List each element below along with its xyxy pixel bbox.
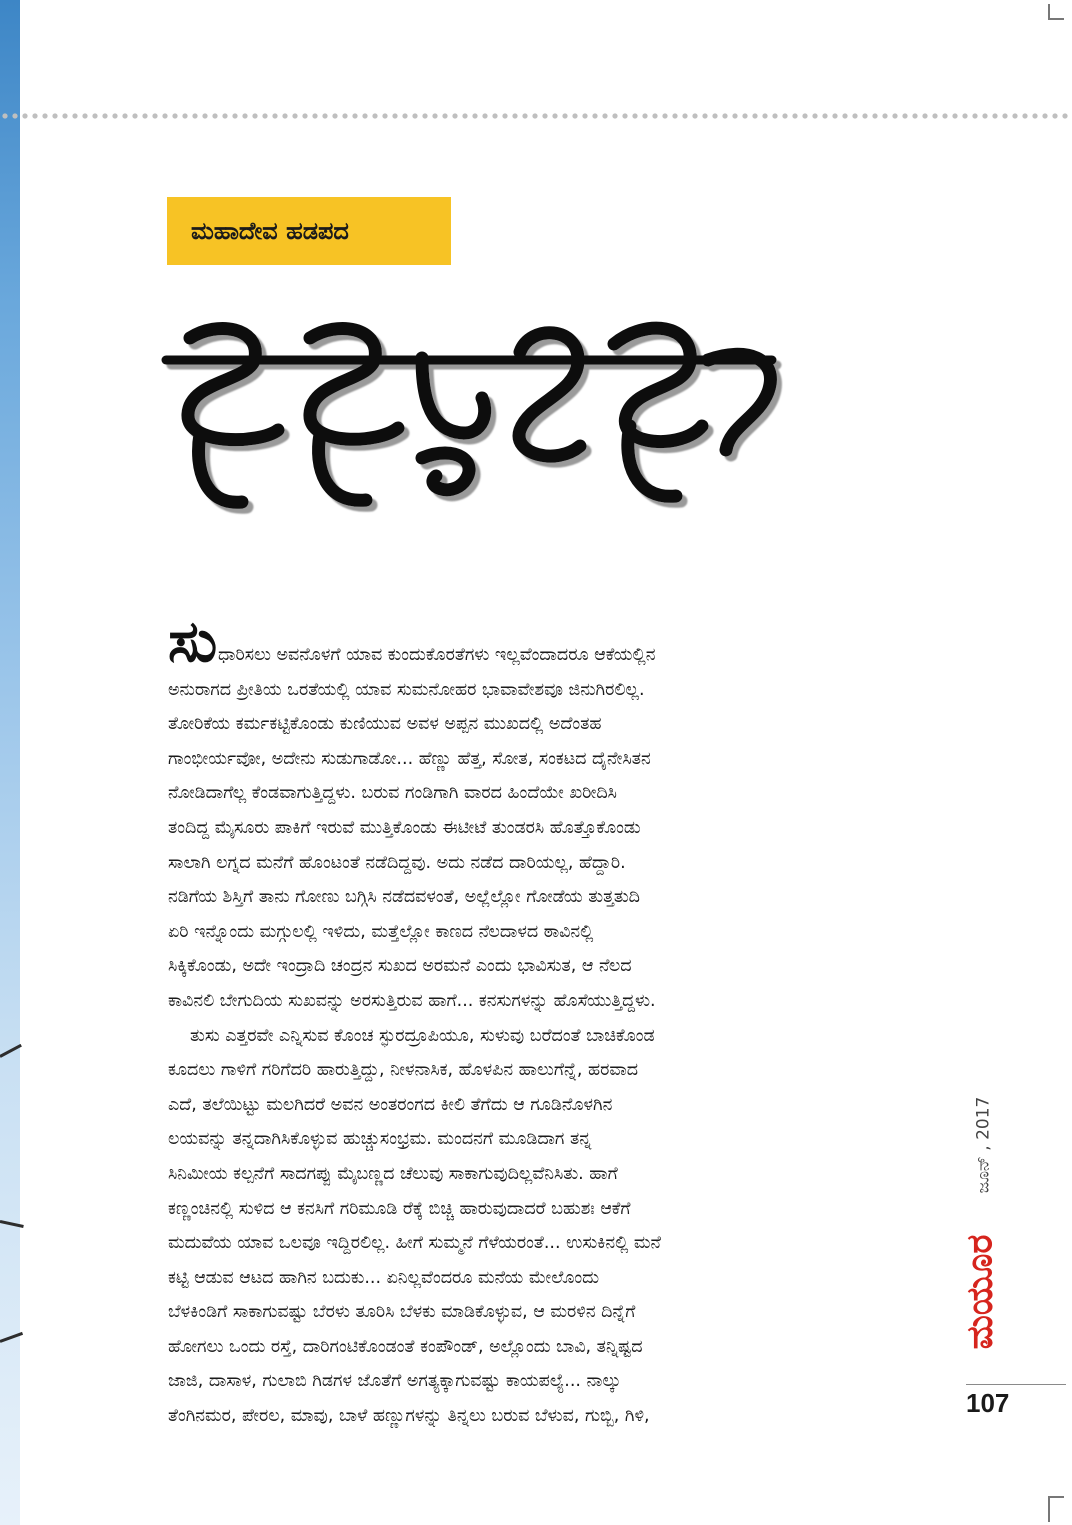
drop-cap: ಸು — [168, 607, 218, 675]
paragraph-line: ಏರಿ ಇನ್ನೊಂದು ಮಗ್ಗುಲಲ್ಲಿ ಇಳಿದು, ಮತ್ತೆಲ್ಲೋ ಕಾಣದ ನೆಲದಾಳದ ಠಾವಿನಲ್ಲಿ — [168, 921, 594, 942]
dotted-divider — [0, 112, 1072, 120]
paragraph-line: ನೋಡಿದಾಗೆಲ್ಲ ಕೆಂಡವಾಗುತ್ತಿದ್ದಳು. ಬರುವ ಗಂಡಿಗಾಗಿ ವಾರದ ಹಿಂದೆಯೇ ಖರೀದಿಸಿ — [168, 783, 617, 804]
author-badge — [167, 197, 451, 265]
paragraph-line: ತುಸು ಎತ್ತರವೇ ಎನ್ನಿಸುವ ಕೊಂಚ ಸ್ಫುರದ್ರೂಪಿಯೂ, ಸುಳುವು ಬರೆದಂತೆ ಬಾಚಿಕೊಂಡ — [190, 1025, 655, 1046]
paragraph-line: ಕಟ್ಟಿ ಆಡುವ ಆಟದ ಹಾಗಿನ ಬದುಕು... ಏನಿಲ್ಲವೆಂದರೂ ಮನೆಯ ಮೇಲೊಂದು — [168, 1267, 600, 1288]
tree-branch — [0, 1220, 24, 1228]
article-body — [168, 638, 920, 1434]
paragraph-line: ಮದುವೆಯ ಯಾವ ಒಲವೂ ಇದ್ದಿರಲಿಲ್ಲ. ಹೀಗೆ ಸುಮ್ಮನೆ ಗೆಳೆಯರಂತೆ... ಉಸುಕಿನಲ್ಲಿ ಮನೆ — [168, 1233, 661, 1254]
story-title-graphic — [160, 318, 800, 528]
paragraph-line: ಸಾಲಾಗಿ ಲಗ್ನದ ಮನೆಗೆ ಹೊಂಟಂತೆ ನಡೆದಿದ್ದವು. ಅದು ನಡೆದ ದಾರಿಯಲ್ಲ, ಹೆದ್ದಾರಿ. — [168, 852, 626, 873]
paragraph-line: ಎದೆ, ತಲೆಯಿಟ್ಟು ಮಲಗಿದರೆ ಅವನ ಅಂತರಂಗದ ಕೀಲಿ ತೆಗೆದು ಆ ಗೂಡಿನೊಳಗಿನ — [168, 1094, 613, 1115]
paragraph-line: ಜಾಜಿ, ದಾಸಾಳ, ಗುಲಾಬಿ ಗಿಡಗಳ ಜೊತೆಗೆ ಅಗತ್ಯಕ್ಕಾಗುವಷ್ಟು ಕಾಯಪಲ್ಯೆ... ನಾಲ್ಕು — [168, 1371, 622, 1392]
story-title — [160, 318, 800, 528]
paragraph-line: ಅನುರಾಗದ ಪ್ರೀತಿಯ ಒರತೆಯಲ್ಲಿ ಯಾವ ಸುಮನೋಹರ ಭಾವಾವೇಶವೂ ಜಿನುಗಿರಲಿಲ್ಲ. — [168, 679, 645, 700]
paragraph-line: ನಡಿಗೆಯ ಶಿಸ್ತಿಗೆ ತಾನು ಗೋಣು ಬಗ್ಗಿಸಿ ನಡೆದವಳಂತೆ, ಅಲ್ಲೆಲ್ಲೋ ಗೋಡೆಯ ತುತ್ತತುದಿ — [168, 887, 640, 908]
paragraph-line: ಕಣ್ಣಂಚಿನಲ್ಲಿ ಸುಳಿದ ಆ ಕನಸಿಗೆ ಗರಿಮೂಡಿ ರೆಕ್ಕೆ ಬಿಚ್ಚಿ ಹಾರುವುದಾದರೆ ಬಹುಶಃ ಆಕೆಗೆ — [168, 1198, 631, 1219]
tree-branch — [0, 1044, 22, 1058]
tree-branch — [0, 1332, 23, 1343]
paragraph-line: ಕೂದಲು ಗಾಳಿಗೆ ಗರಿಗೆದರಿ ಹಾರುತ್ತಿದ್ದು, ನೀಳನಾಸಿಕ, ಹೊಳಪಿನ ಹಾಲುಗೆನ್ನೆ, ಹರವಾದ — [168, 1060, 639, 1081]
paragraph-line: ಹೋಗಲು ಒಂದು ರಸ್ತೆ, ದಾರಿಗಂಟಿಕೊಂಡಂತೆ ಕಂಪೌಂಡ್, ಅಲ್ಲೊಂದು ಬಾವಿ, ತನ್ನಿಷ್ಟದ — [168, 1336, 643, 1357]
magazine-name: ಮಯೂರ — [959, 1234, 1000, 1350]
footer-rule — [966, 1384, 1066, 1385]
paragraph-line: ಕಾವಿನಲಿ ಬೇಗುದಿಯ ಸುಖವನ್ನು ಅರಸುತ್ತಿರುವ ಹಾಗೆ... ಕನಸುಗಳನ್ನು ಹೊಸೆಯುತ್ತಿದ್ದಳು. — [168, 990, 656, 1011]
paragraph-line: ಗಾಂಭೀರ್ಯವೋ, ಅದೇನು ಸುಡುಗಾಡೋ... ಹೆಣ್ಣು ಹೆತ್ತ, ಸೋತ, ಸಂಕಟದ ದೈನೇಸಿತನ — [168, 748, 651, 769]
paragraph-line: ಸಿಕ್ಕಿಕೊಂಡು, ಅದೇ ಇಂದ್ರಾದಿ ಚಂದ್ರನ ಸುಖದ ಅರಮನೆ ಎಂದು ಭಾವಿಸುತ, ಆ ನೆಲದ — [168, 956, 632, 977]
paragraph-line: ಬೆಳಕಿಂಡಿಗೆ ಸಾಕಾಗುವಷ್ಟು ಬೆರಳು ತೂರಿಸಿ ಬೆಳಕು ಮಾಡಿಕೊಳ್ಳುವ, ಆ ಮರಳಿನ ದಿನ್ನೆಗೆ — [168, 1302, 636, 1323]
crop-mark-top-right — [1048, 4, 1064, 20]
issue-date — [968, 1090, 998, 1200]
paragraph-line: ತೋರಿಕೆಯ ಕರ್ಮಕಟ್ಟಿಕೊಂಡು ಕುಣಿಯುವ ಅವಳ ಅಪ್ಪನ ಮುಖದಲ್ಲಿ ಅದೆಂತಹ — [168, 714, 602, 735]
page-number: 107 — [966, 1388, 1010, 1418]
paragraph-line: ಲಯವನ್ನು ತನ್ನದಾಗಿಸಿಕೊಳ್ಳುವ ಹುಚ್ಚುಸಂಭ್ರಮ. ಮಂದನಗೆ ಮೂಡಿದಾಗ ತನ್ನ — [168, 1129, 592, 1150]
paragraph-line: ಸಿನಿಮೀಯ ಕಲ್ಪನೆಗೆ ಸಾದಗಪ್ಪು ಮೈಬಣ್ಣದ ಚೆಲುವು ಸಾಕಾಗುವುದಿಲ್ಲವೆನಿಸಿತು. ಹಾಗೆ — [168, 1163, 618, 1184]
sky-photo-strip — [0, 0, 20, 1525]
paragraph-line: ತಂದಿದ್ದ ಮೈಸೂರು ಪಾಕಿಗೆ ಇರುವೆ ಮುತ್ತಿಕೊಂಡು ಈಟೀಟೆ ತುಂಡರಸಿ ಹೊತ್ತೊಕೊಂಡು — [168, 817, 641, 838]
crop-mark-bottom-right — [1048, 1496, 1064, 1522]
magazine-logo — [956, 1200, 1004, 1384]
issue-date-text: ಜೂನ್ , 2017 — [973, 1096, 993, 1194]
author-name: ಮಹಾದೇವ ಹಡಪದ — [191, 217, 349, 245]
paragraph-line: ತೆಂಗಿನಮರ, ಪೇರಲ, ಮಾವು, ಬಾಳೆ ಹಣ್ಣುಗಳನ್ನು ತಿನ್ನಲು ಬರುವ ಬೆಳುವ, ಗುಬ್ಬಿ, ಗಿಳಿ, — [168, 1406, 650, 1427]
paragraph-line: ಧಾರಿಸಲು ಅವನೊಳಗೆ ಯಾವ ಕುಂದುಕೊರತೆಗಳು ಇಲ್ಲವೆಂದಾದರೂ ಆಕೆಯಲ್ಲಿನ — [218, 645, 656, 665]
